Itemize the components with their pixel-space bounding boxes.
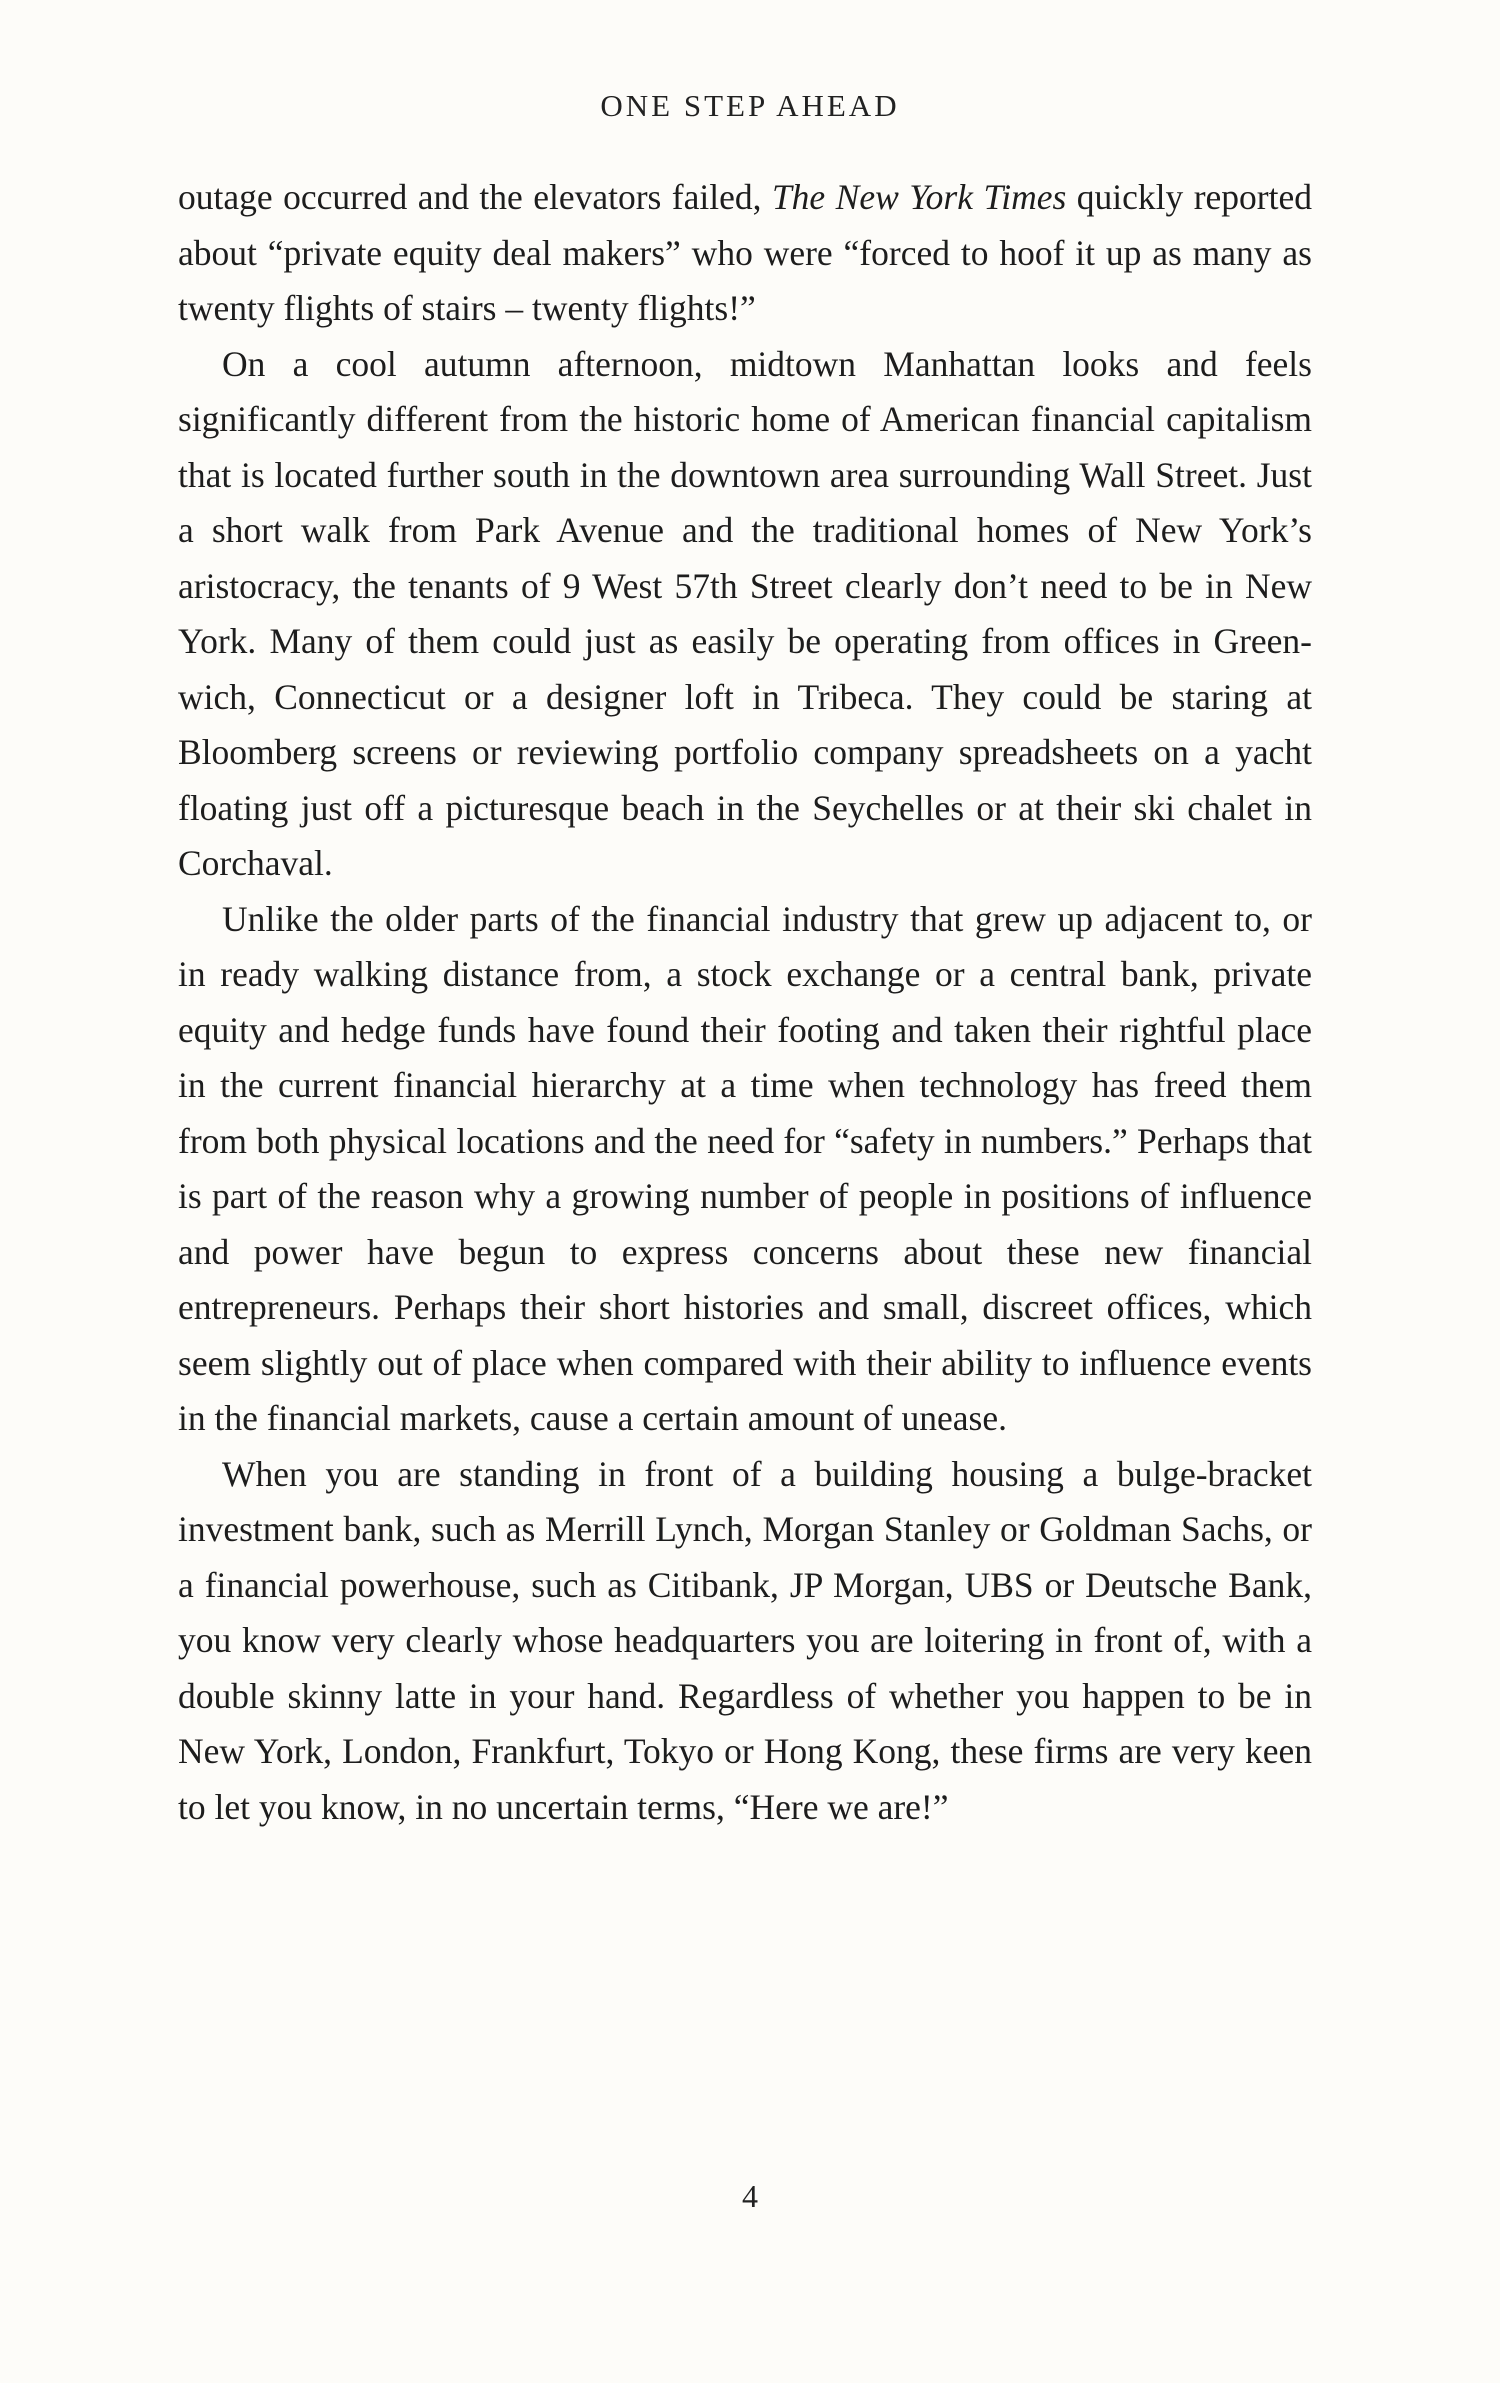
page-number: 4 xyxy=(742,2178,758,2214)
newspaper-title: The New York Times xyxy=(771,177,1067,217)
paragraph-1-text-end: quickly reported about “private equity deal makers” who were “forced to hoof it up as many as twenty flights of stairs – twenty flights!” xyxy=(178,177,1312,328)
paragraph-continued xyxy=(178,170,1312,337)
body-text xyxy=(178,170,1312,1835)
paragraph-midtown: On a cool autumn afternoon, midtown Manhattan looks and feels significantly different from the historic home of American financial capitalism that is located further south in the downtown area surrounding Wall Street. Just a short walk from Park Avenue and the traditional homes of New York’s aristocracy, the tenants of 9 West 57th Street clearly don’t need to be in New York. Many of them could just as easily be operating from offices in Green-wich, Connecticut or a designer loft in Tribeca. They could be staring at Bloomberg screens or reviewing portfolio company spreadsheets on a yacht floating just off a picturesque beach in the Seychelles or at their ski chalet in Corchaval. xyxy=(178,343,1312,883)
paragraph-financial-industry: Unlike the older parts of the financial industry that grew up adjacent to, or in ready walking distance from, a stock exchange or a central bank, private equity and hedge funds have found their footing and taken their rightful place in the current financial hierarchy at a time when technology has freed them from both physical locations and the need for “safety in numbers.” Perhaps that is part of the reason why a growing number of people in positions of influence and power have begun to express concerns about these new financial entrepreneurs. Perhaps their short histories and small, discreet offices, which seem slightly out of place when compared with their ability to influence events in the financial markets, cause a certain amount of unease. xyxy=(178,898,1312,1438)
paragraph-1-text-start: outage occurred and the elevators failed, xyxy=(178,177,772,217)
running-head: ONE STEP AHEAD xyxy=(600,88,900,123)
paragraph-investment-banks: When you are standing in front of a building housing a bulge-bracket investment bank, such as Merrill Lynch, Morgan Stanley or Goldman Sachs, or a financial powerhouse, such as Citibank, JP Morgan, UBS or Deutsche Bank, you know very clearly whose headquarters you are loitering in front of, with a double skinny latte in your hand. Regardless of whether you happen to be in New York, London, Frankfurt, Tokyo or Hong Kong, these firms are very keen to let you know, in no uncertain terms, “Here we are!” xyxy=(178,1453,1312,1827)
